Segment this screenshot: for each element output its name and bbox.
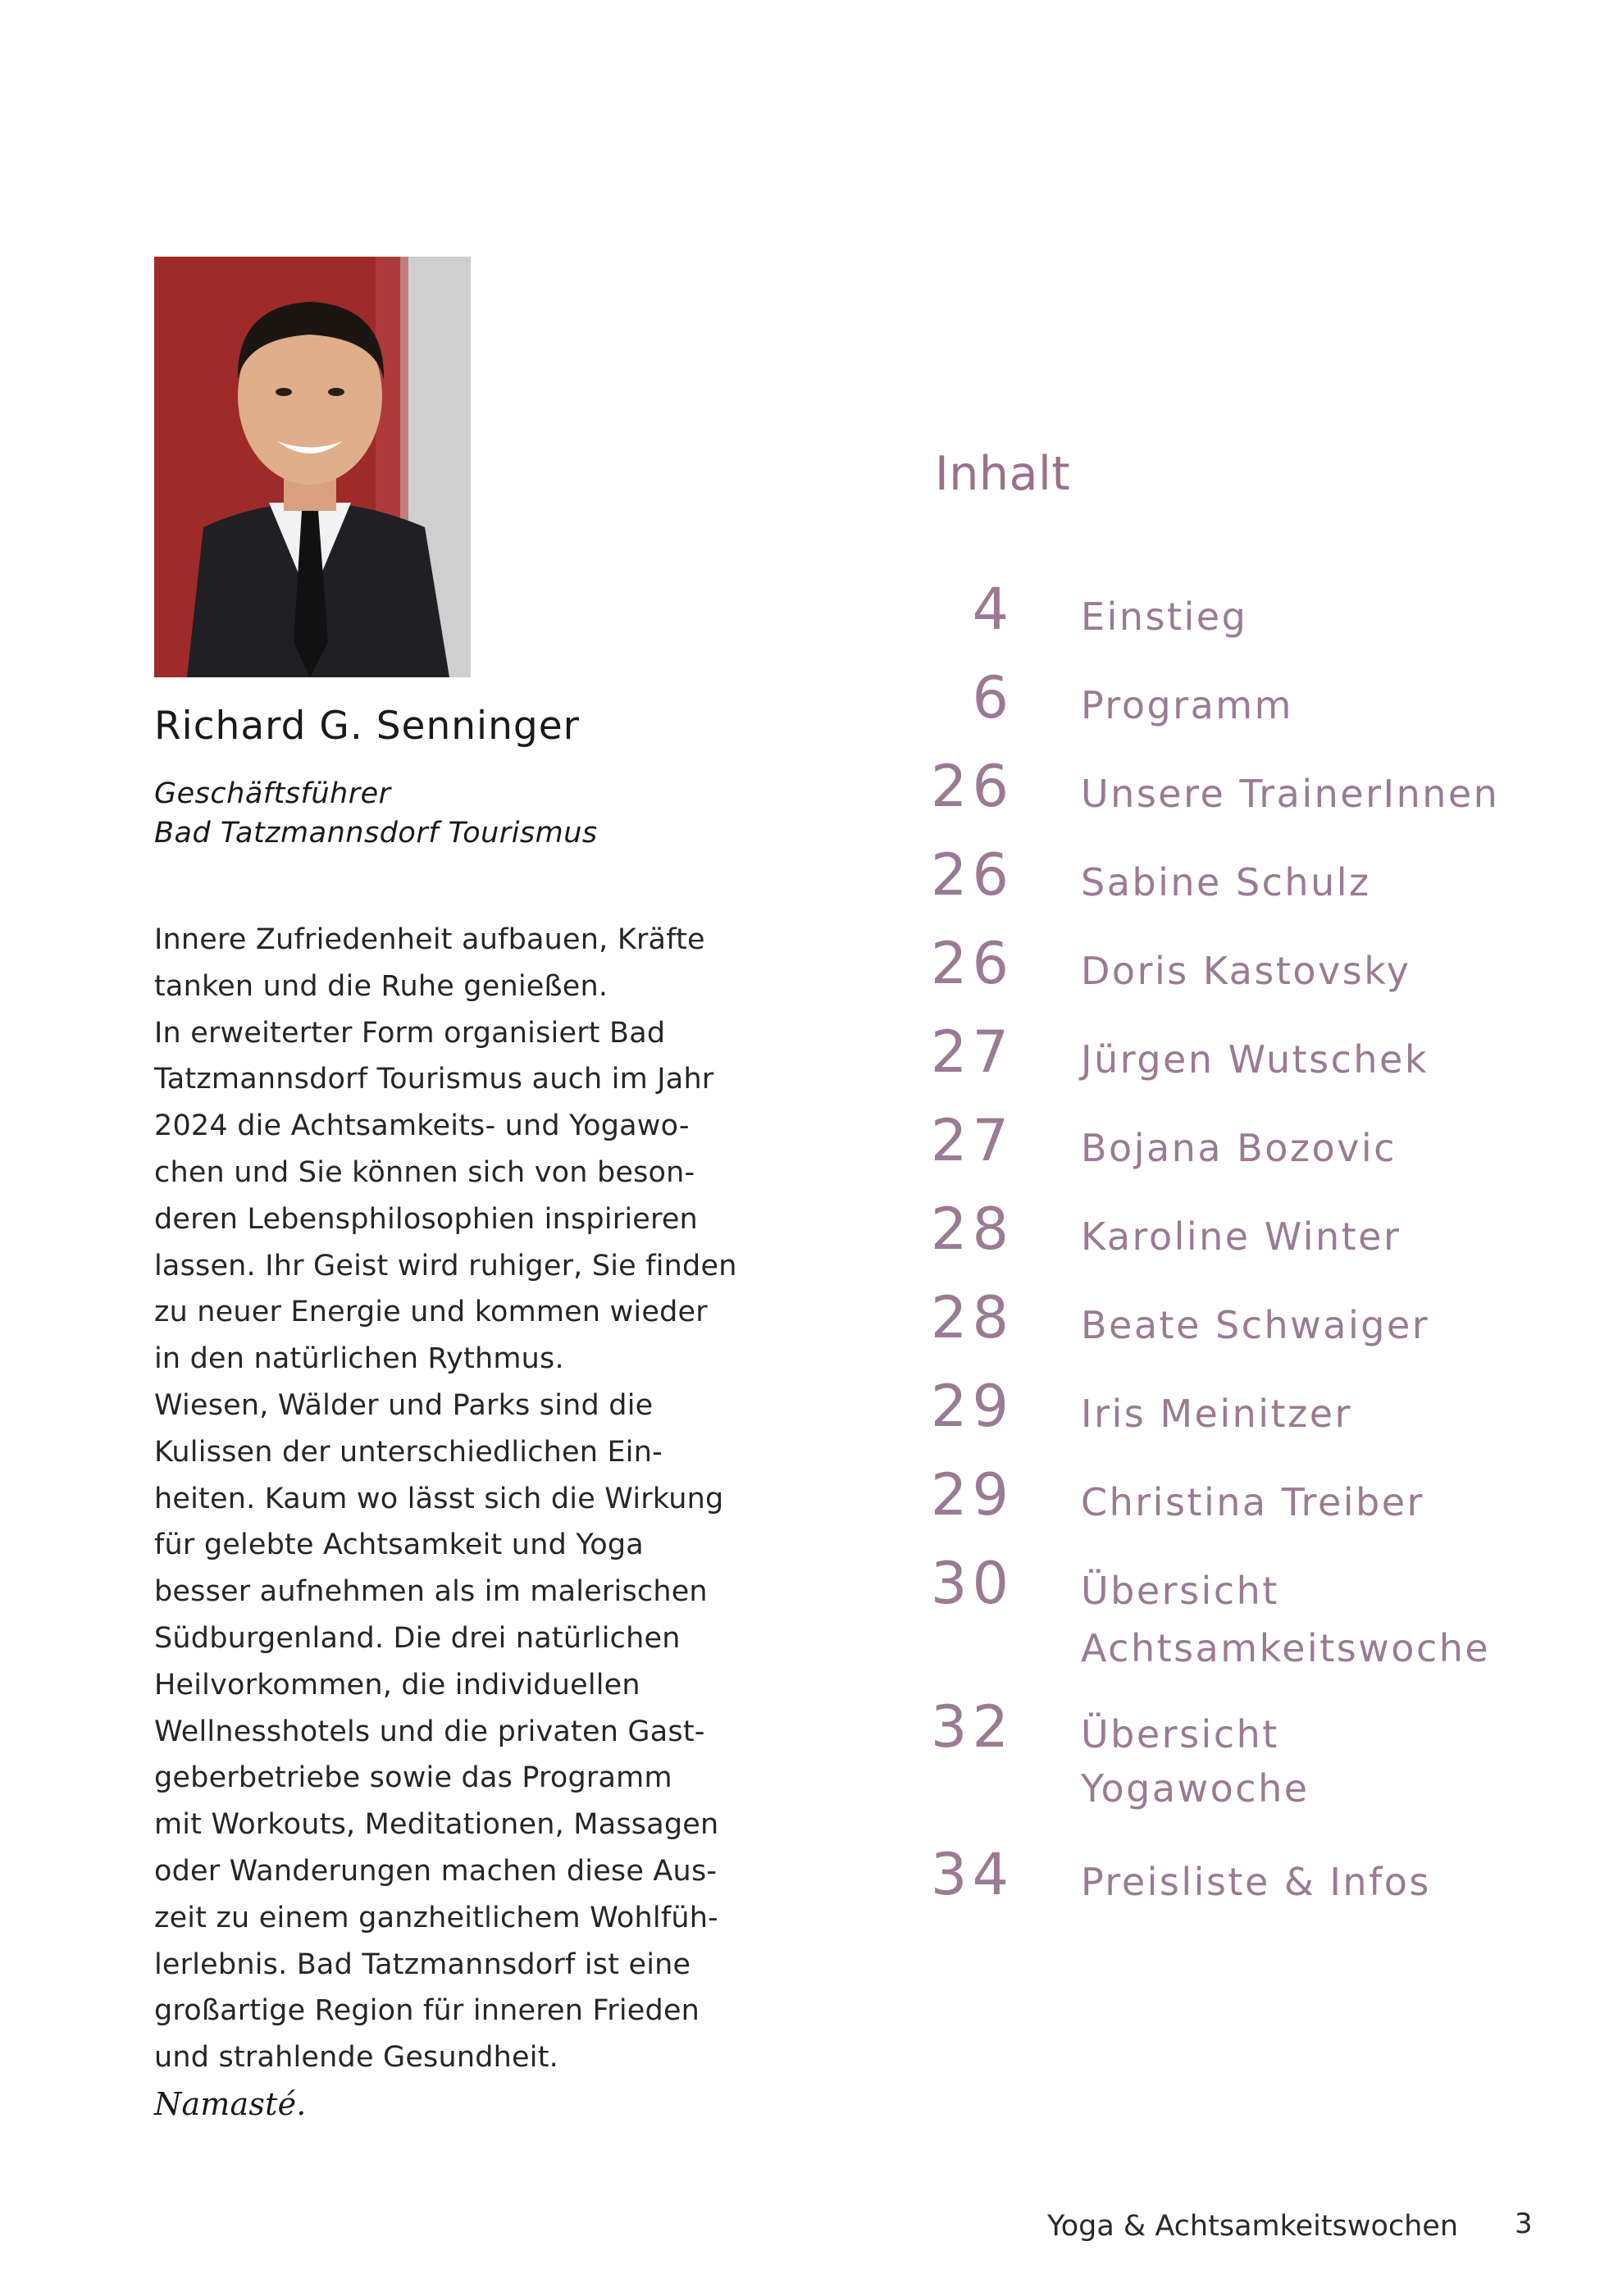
toc-entry[interactable] [927, 1373, 1583, 1475]
toc-entry[interactable] [927, 1196, 1583, 1298]
intro-line: lerlebnis. Bad Tatzmannsdorf ist eine [154, 1947, 691, 1981]
toc-page-number: 26 [930, 753, 1014, 820]
toc-label: Iris Meinitzer [1081, 1392, 1352, 1436]
intro-line: zu neuer Energie und kommen wieder [154, 1296, 708, 1329]
toc-entry[interactable] [927, 1693, 1583, 1811]
toc-label: Yogawoche [1081, 1766, 1310, 1811]
portrait-illustration [154, 257, 471, 677]
intro-line: für gelebte Achtsamkeit und Yoga [154, 1528, 644, 1562]
toc-label: Unsere TrainerInnen [1081, 772, 1500, 816]
author-role-line: Bad Tatzmannsdorf Tourismus [154, 817, 598, 850]
toc-page-number: 29 [930, 1461, 1014, 1528]
intro-line: heiten. Kaum wo lässt sich die Wirkung [154, 1482, 724, 1515]
toc-entry[interactable] [927, 1841, 1583, 1943]
intro-line: mit Workouts, Meditationen, Massagen [154, 1808, 719, 1842]
toc-page-number: 4 [972, 576, 1014, 643]
toc-entry[interactable] [927, 841, 1583, 944]
toc-label: Achtsamkeitswoche [1081, 1626, 1491, 1670]
toc-entry[interactable] [927, 664, 1583, 767]
toc-entry[interactable] [927, 1284, 1583, 1387]
toc-page-number: 6 [972, 664, 1014, 731]
intro-line: Südburgenland. Die drei natürlichen [154, 1621, 681, 1655]
toc-label: Preisliste & Infos [1081, 1860, 1431, 1904]
author-name: Richard G. Senninger [154, 704, 580, 749]
toc-entry[interactable] [927, 930, 1583, 1032]
toc-page-number: 28 [930, 1196, 1014, 1263]
intro-line: zeit zu einem ganzheitlichem Wohlfüh- [154, 1901, 718, 1934]
toc-entry[interactable] [927, 1107, 1583, 1210]
page-number: 3 [1515, 2207, 1533, 2240]
author-role [154, 774, 598, 853]
toc-page-number: 26 [930, 930, 1014, 997]
toc-page-number: 34 [930, 1841, 1014, 1908]
toc-label: Beate Schwaiger [1081, 1303, 1430, 1347]
intro-line: deren Lebensphilosophien inspirieren [154, 1202, 698, 1236]
intro-line: und strahlende Gesundheit. [154, 2041, 558, 2075]
intro-line: in den natürlichen Rythmus. [154, 1342, 564, 1376]
toc-page-number: 30 [930, 1550, 1014, 1617]
toc-page-number: 28 [930, 1284, 1014, 1351]
toc-label: Karoline Winter [1081, 1214, 1402, 1259]
toc-label: Sabine Schulz [1081, 860, 1371, 904]
toc-label: Übersicht [1081, 1712, 1279, 1756]
toc-label: Übersicht [1081, 1569, 1279, 1613]
intro-line: Heilvorkommen, die individuellen [154, 1668, 640, 1702]
author-portrait [154, 257, 471, 677]
intro-line: chen und Sie können sich von beson- [154, 1155, 695, 1189]
intro-line: Kulissen der unterschiedlichen Ein- [154, 1435, 663, 1469]
toc-entry[interactable] [927, 753, 1583, 855]
intro-line: Tatzmannsdorf Tourismus auch im Jahr [154, 1063, 714, 1096]
toc-page-number: 26 [930, 841, 1014, 909]
intro-line: Innere Zufriedenheit aufbauen, Kräfte [154, 923, 705, 956]
intro-line: Wellnesshotels und die privaten Gast- [154, 1715, 705, 1748]
toc-label: Bojana Bozovic [1081, 1126, 1397, 1170]
toc-label: Christina Treiber [1081, 1480, 1424, 1524]
signoff: Namasté. [154, 2085, 307, 2122]
toc-entry[interactable] [927, 1018, 1583, 1121]
intro-line: In erweiterter Form organisiert Bad [154, 1016, 666, 1050]
toc-page-number: 27 [930, 1018, 1014, 1086]
intro-line: 2024 die Achtsamkeits- und Yogawo- [154, 1109, 690, 1143]
toc-label: Einstieg [1081, 594, 1248, 639]
toc-page-number: 29 [930, 1373, 1014, 1440]
intro-line: tanken und die Ruhe genießen. [154, 969, 608, 1003]
footer-title: Yoga & Achtsamkeitswochen [1047, 2210, 1459, 2243]
toc-page-number: 27 [930, 1107, 1014, 1174]
toc-label: Doris Kastovsky [1081, 949, 1411, 993]
intro-line: geberbetriebe sowie das Programm [154, 1761, 672, 1795]
intro-line: oder Wanderungen machen diese Aus- [154, 1854, 718, 1888]
toc-label: Jürgen Wutschek [1081, 1037, 1429, 1082]
intro-line: besser aufnehmen als im malerischen [154, 1575, 708, 1609]
author-role-line: Geschäftsführer [154, 777, 391, 810]
intro-line: Wiesen, Wälder und Parks sind die [154, 1388, 654, 1422]
toc-label: Programm [1081, 683, 1293, 727]
intro-line: lassen. Ihr Geist wird ruhiger, Sie finden [154, 1249, 737, 1282]
toc-title: Inhalt [935, 447, 1071, 501]
toc-entry[interactable] [927, 1550, 1583, 1670]
toc-entry[interactable] [927, 576, 1583, 678]
toc-page-number: 32 [930, 1693, 1014, 1761]
intro-text [154, 917, 777, 2128]
toc-entry[interactable] [927, 1461, 1583, 1564]
intro-line: großartige Region für inneren Frieden [154, 1994, 700, 2028]
